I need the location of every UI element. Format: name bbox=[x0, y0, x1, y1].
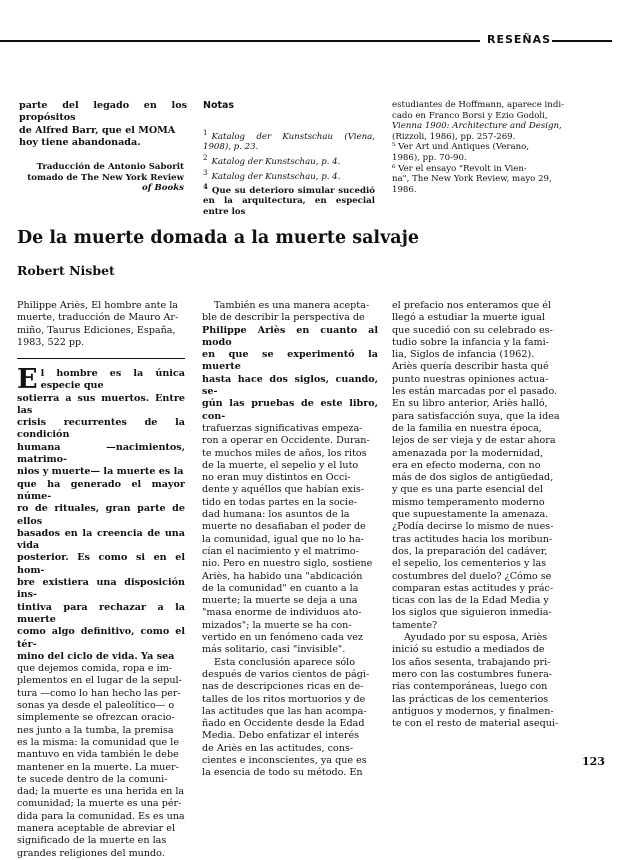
text-line: significado de la muerte en las bbox=[17, 835, 167, 847]
text-line: los años sesenta, trabajando pri- bbox=[392, 656, 551, 668]
text-line: sonas ya desde el paleolítico— o bbox=[17, 700, 175, 712]
text-line: dida para la comunidad. Es es una bbox=[17, 810, 185, 822]
text-line: es la misma: la comunidad que le bbox=[17, 736, 180, 748]
text-line: crisis recurrentes de la condición bbox=[17, 417, 185, 441]
text-line: Ariès quería describir hasta qué bbox=[392, 361, 549, 373]
text-line: que supuestamente la amenaza. bbox=[392, 509, 549, 521]
text-line: de Alfred Barr, que el MOMA bbox=[19, 124, 176, 136]
article-column-2 bbox=[202, 300, 378, 780]
text-line: humana —nacimientos, matrimo- bbox=[17, 441, 185, 466]
text-line: ro de rituales, gran parte de ellos bbox=[17, 503, 185, 527]
text-line: mino del ciclo de vida. Ya sea bbox=[17, 650, 175, 662]
text-line: mismo temperamento moderno bbox=[392, 496, 545, 508]
text-line: más solitario, casi "invisible". bbox=[202, 644, 346, 656]
text-line: muerte, traducción de Mauro Ar- bbox=[17, 312, 179, 324]
text-line: lia, Siglos de infancia (1962). bbox=[392, 349, 535, 361]
text-line: para satisfacción suya, que la idea bbox=[392, 410, 560, 422]
text-line: las actitudes que las han acompa- bbox=[202, 705, 367, 717]
text-line: los siglos que siguieron inmedia- bbox=[392, 607, 552, 619]
text-line: grandes religiones del mundo. bbox=[17, 847, 165, 859]
text-line: de Ariès en las actitudes, cons- bbox=[202, 742, 354, 754]
note-number: 1 bbox=[203, 129, 208, 137]
text-line: tudio sobre la infancia y la fami- bbox=[392, 336, 549, 348]
text-line: amenazada por la modernidad, bbox=[392, 447, 544, 459]
header-rule-right bbox=[552, 40, 612, 42]
text-line: era en efecto moderna, con no bbox=[392, 459, 541, 471]
text-line: comparan estas actitudes y prác- bbox=[392, 582, 554, 594]
note-text: Que su deterioro simular sucedió en la arquitectura, en especial entre los bbox=[203, 185, 375, 217]
text-line: dente y aquéllos que habían exis- bbox=[202, 484, 365, 496]
text-line: dos, la preparación del cadáver, bbox=[392, 545, 548, 557]
text-line: llegó a estudiar la muerte igual bbox=[392, 312, 545, 324]
text-line: Traducción de Antonio Saborit bbox=[36, 162, 184, 172]
text-line: mero con las costumbres funera- bbox=[392, 668, 553, 680]
text-line: muerte no desafiaban el poder de bbox=[202, 521, 366, 533]
text-line: el sepelio, los cementerios y las bbox=[392, 558, 547, 570]
divider bbox=[17, 358, 185, 359]
text-line: les están marcadas por el pasado. bbox=[392, 386, 558, 398]
text-line: ¿Podía decirse lo mismo de nues- bbox=[392, 521, 554, 533]
book-reference bbox=[17, 300, 185, 349]
text-line: en que se experimentó la muerte bbox=[202, 349, 378, 373]
text-line: 1986. bbox=[392, 184, 417, 195]
text-line: tamente? bbox=[392, 619, 438, 631]
text-line: nio. Pero en nuestro siglo, sostiene bbox=[202, 558, 373, 570]
note-text: Katalog der Kunstschau, p. 4. bbox=[211, 171, 341, 182]
text-line: que dejemos comida, ropa e im- bbox=[17, 663, 173, 675]
note-item bbox=[203, 128, 375, 153]
text-line: tomado de The New York Review bbox=[27, 172, 184, 183]
text-line: En su libro anterior, Ariès halló, bbox=[392, 398, 548, 410]
text-line: la esencia de todo su método. En bbox=[202, 767, 363, 779]
text-line: te con el resto de material asequi- bbox=[392, 718, 559, 730]
note-item bbox=[203, 168, 375, 182]
text-line: punto nuestras opiniones actua- bbox=[392, 373, 549, 385]
text-line: cientes e inconscientes, ya que es bbox=[202, 754, 367, 766]
article-column-3 bbox=[392, 300, 600, 730]
article-author: Robert Nisbet bbox=[17, 263, 115, 278]
text-line: estudiantes de Hoffmann, aparece indi- bbox=[392, 100, 564, 110]
article-column-1 bbox=[17, 364, 185, 860]
text-line: tido en todas partes en la socie- bbox=[202, 496, 358, 508]
text-line: vertido en un fenómeno cada vez bbox=[202, 632, 364, 644]
text-line: las prácticas de los cementerios bbox=[392, 693, 549, 705]
text-line: que sucedió con su celebrado es- bbox=[392, 324, 553, 336]
page-number: 123 bbox=[582, 755, 605, 768]
text-line: sotierra a sus muertos. Entre las bbox=[17, 392, 185, 416]
text-line: simplemente se ofrezcan oracio- bbox=[17, 712, 175, 724]
text-line: of Books bbox=[142, 183, 184, 194]
text-line: cían el nacimiento y el matrimo- bbox=[202, 545, 359, 557]
text-line: te muchos miles de años, los ritos bbox=[202, 447, 367, 459]
text-line: talles de los ritos mortuorios y de bbox=[202, 693, 366, 705]
text-line: ble de describir la perspectiva de bbox=[202, 312, 365, 324]
text-line: inició su estudio a mediados de bbox=[392, 644, 545, 656]
text-line: comunidad; la muerte es una pér- bbox=[17, 798, 182, 810]
section-tag: RESEÑAS bbox=[487, 33, 552, 46]
translator-credit bbox=[19, 162, 184, 194]
text-line: na", The New York Review, mayo 29, bbox=[392, 174, 552, 185]
text-line: después de varios cientos de pági- bbox=[202, 668, 370, 680]
text-line: ⁶ Ver el ensayo "Revolt in Vien- bbox=[392, 163, 527, 174]
text-line: tura —como lo han hecho las per- bbox=[17, 687, 181, 699]
text-line: el prefacio nos enteramos que él bbox=[392, 300, 551, 311]
text-line: de la muerte, el sepelio y el luto bbox=[202, 459, 359, 471]
text-line: ñado en Occidente desde la Edad bbox=[202, 718, 365, 730]
text-line: bre existiera una disposición ins- bbox=[17, 577, 185, 601]
text-line: Philippe Ariès, El hombre ante la bbox=[17, 300, 179, 311]
text-line: dad; la muerte es una herida en la bbox=[17, 786, 185, 798]
drop-cap: E bbox=[17, 364, 38, 395]
text-line: cado en Franco Borsi y Ezio Godoli, bbox=[392, 110, 548, 121]
text-line: y que es una parte esencial del bbox=[392, 484, 543, 496]
note-text: Katalog der Kunstschau, p. 4. bbox=[211, 156, 341, 167]
text-line: tras actitudes hacia los moribun- bbox=[392, 533, 553, 545]
note-number: 2 bbox=[203, 154, 208, 163]
text-line: te sucede dentro de la comuni- bbox=[17, 773, 168, 785]
text-line: Ayudado por su esposa, Ariès bbox=[404, 632, 548, 644]
text-line: mizados"; la muerte se ha con- bbox=[202, 619, 352, 631]
text-line: más de dos siglos de antigüedad, bbox=[392, 472, 554, 484]
note-text: Katalog der Kunstschau (Viena, 1908), p. 23. bbox=[203, 131, 375, 153]
text-line: l hombre es la única especie que bbox=[40, 368, 185, 392]
text-line: gún las pruebas de este libro, con- bbox=[202, 398, 378, 422]
note-item bbox=[203, 182, 375, 218]
note-number: 4 bbox=[203, 181, 208, 191]
text-line: de la comunidad" en cuanto a la bbox=[202, 582, 359, 594]
text-line: dad humana: los asuntos de la bbox=[202, 509, 350, 521]
text-line: lejos de ser vieja y de estar ahora bbox=[392, 435, 556, 447]
notes-list bbox=[203, 128, 375, 218]
text-line: Esta conclusión aparece sólo bbox=[214, 656, 355, 668]
note-item bbox=[203, 153, 375, 167]
text-line: como algo definitivo, como el tér- bbox=[17, 626, 185, 650]
text-line: miño, Taurus Ediciones, España, bbox=[17, 324, 176, 336]
text-line: "masa enorme de individuos ato- bbox=[202, 607, 362, 619]
header-rule-left bbox=[0, 40, 480, 42]
text-line: mantuvo en vida también le debe bbox=[17, 749, 179, 761]
text-line: nas de descripciones ricas en de- bbox=[202, 681, 364, 693]
text-line: hoy tiene abandonada. bbox=[19, 136, 141, 148]
text-line: plementos en el lugar de la sepul- bbox=[17, 675, 182, 687]
text-line: parte del legado en los propósitos bbox=[19, 100, 187, 124]
note-number: 3 bbox=[203, 168, 208, 177]
text-line: Vienna 1900: Architecture and Design, bbox=[392, 121, 562, 132]
text-line: que ha generado el mayor núme- bbox=[17, 478, 185, 502]
text-line: antiguos y modernos, y finalmen- bbox=[392, 705, 554, 717]
text-line: rias contemporáneas, luego con bbox=[392, 681, 548, 693]
text-line: nes junto a la tumba, la premisa bbox=[17, 724, 174, 736]
text-line: hasta hace dos siglos, cuando, se- bbox=[202, 373, 378, 398]
text-line: la comunidad, igual que no lo ha- bbox=[202, 533, 364, 545]
notes-heading: Notas bbox=[203, 100, 235, 111]
text-line: nios y muerte— la muerte es la bbox=[17, 466, 184, 478]
prev-article-ending bbox=[19, 100, 187, 149]
text-line: ron a operar en Occidente. Duran- bbox=[202, 435, 370, 447]
text-line: basados en la creencia de una vida bbox=[17, 527, 185, 552]
text-line: Media. Debo enfatizar el interés bbox=[202, 730, 360, 742]
text-line: También es una manera acepta- bbox=[214, 300, 370, 311]
text-line: tintiva para rechazar a la muerte bbox=[17, 601, 185, 625]
text-line: trafuerzas significativas empeza- bbox=[202, 422, 363, 434]
text-line: ticas con las de la Edad Media y bbox=[392, 595, 549, 607]
text-line: Ariès, ha habido una "abdicación bbox=[202, 570, 363, 582]
article-title: De la muerte domada a la muerte salvaje bbox=[17, 228, 420, 248]
text-line: mantener en la muerte. La muer- bbox=[17, 761, 179, 773]
notes-continuation bbox=[392, 100, 597, 195]
text-line: 1986), pp. 70-90. bbox=[392, 152, 467, 163]
text-line: no eran muy distintos en Occi- bbox=[202, 472, 351, 484]
text-line: ⁵ Ver Art und Antiques (Verano, bbox=[392, 142, 530, 153]
text-line: de la familia en nuestra época, bbox=[392, 422, 542, 434]
text-line: Philippe Ariès en cuanto al modo bbox=[202, 324, 378, 348]
text-line: posterior. Es como si en el hom- bbox=[17, 552, 185, 576]
text-line: costumbres del duelo? ¿Cómo se bbox=[392, 570, 552, 582]
text-line: 1983, 522 pp. bbox=[17, 336, 85, 348]
text-line: muerte; la muerte se deja a una bbox=[202, 595, 358, 607]
text-line: (Rizzoli, 1986), pp. 257-269. bbox=[392, 131, 516, 142]
text-line: manera aceptable de abreviar el bbox=[17, 822, 176, 834]
